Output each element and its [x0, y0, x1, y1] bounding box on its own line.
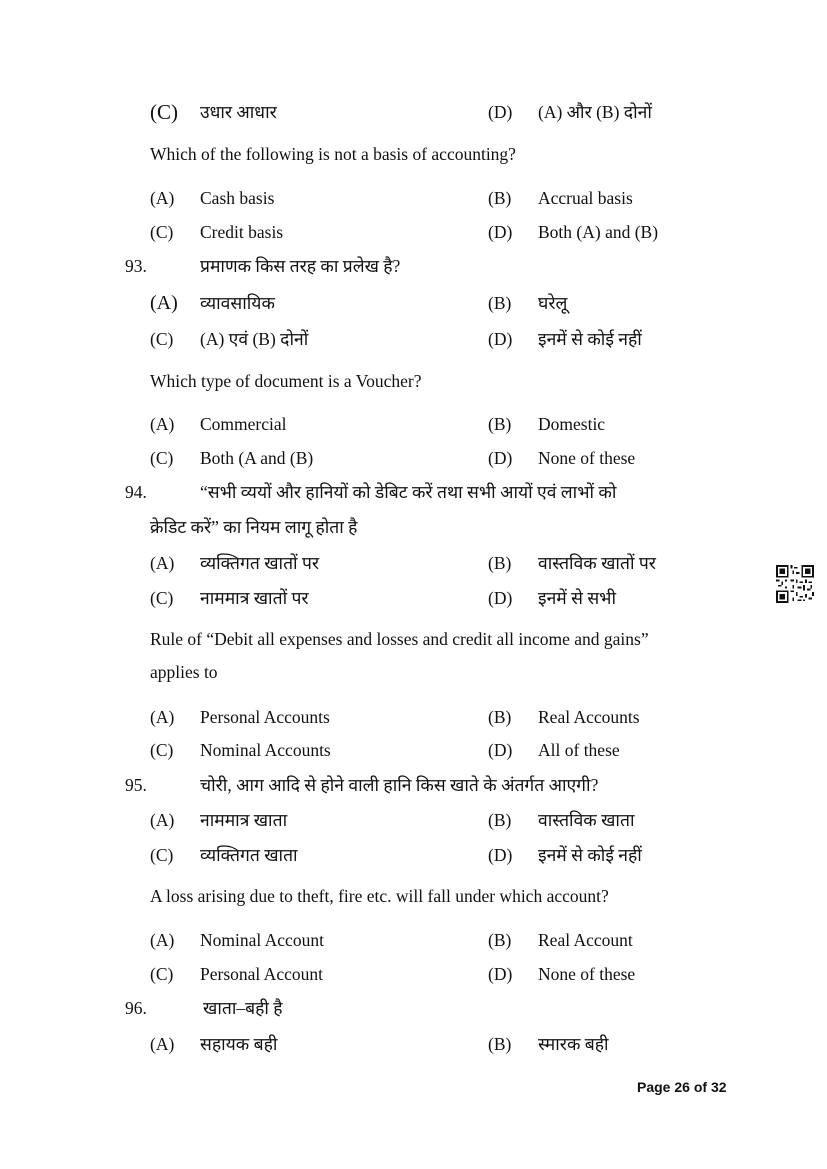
option-text: Nominal Account: [200, 930, 324, 950]
option-label: (A): [150, 188, 175, 208]
option-text: उधार आधार: [200, 102, 277, 122]
option-text: Personal Accounts: [200, 707, 330, 727]
option-text: Domestic: [538, 414, 606, 434]
option-label: (B): [488, 810, 512, 830]
option-label: (A): [150, 810, 175, 830]
option-label: (C): [150, 964, 174, 984]
option-text: Real Account: [538, 930, 633, 950]
option-label: (D): [488, 588, 513, 608]
option-text: All of these: [538, 740, 620, 760]
option-text: स्मारक बही: [538, 1034, 609, 1054]
option-text: सहायक बही: [200, 1034, 278, 1054]
option-label: (B): [488, 188, 512, 208]
page-total: 32: [710, 1079, 727, 1095]
option-label: (B): [488, 1034, 512, 1054]
option-label: (D): [488, 448, 513, 468]
page-current: 26: [674, 1079, 690, 1095]
option-text: Nominal Accounts: [200, 740, 331, 760]
option-text: नाममात्र खातों पर: [200, 588, 309, 608]
option-label: (D): [488, 102, 513, 122]
option-label: (C): [150, 448, 174, 468]
option-text: Both (A) and (B): [538, 222, 659, 242]
option-label: (C): [150, 845, 174, 865]
option-label: (C): [150, 740, 174, 760]
question-number: 93.: [125, 256, 147, 276]
option-label: (A): [150, 414, 175, 434]
page-label: Page: [637, 1079, 671, 1095]
option-text: व्यक्तिगत खाता: [200, 845, 298, 865]
option-label: (B): [488, 293, 512, 313]
option-text: Personal Account: [200, 964, 323, 984]
option-label: (A): [150, 1034, 175, 1054]
question-text-hi: चोरी, आग आदि से होने वाली हानि किस खाते के अंतर्गत आएगी?: [200, 775, 599, 795]
option-label: (D): [488, 222, 513, 242]
option-text: (A) और (B) दोनों: [538, 102, 652, 122]
question-number: 95.: [125, 775, 147, 795]
option-label: (C): [150, 222, 174, 242]
option-label: (B): [488, 553, 512, 573]
option-text: वास्तविक खाता: [538, 810, 635, 830]
option-label: (D): [488, 329, 513, 349]
option-label: (C): [150, 588, 174, 608]
option-label: (D): [488, 964, 513, 984]
option-label: (A): [150, 292, 178, 314]
option-text: Both (A and (B): [200, 448, 314, 468]
option-text: Accrual basis: [538, 188, 633, 208]
option-label: (C): [150, 100, 178, 124]
page-of-label: of: [693, 1079, 708, 1095]
qr-code-icon: [776, 565, 814, 603]
option-label: (B): [488, 707, 512, 727]
option-text: इनमें से कोई नहीं: [538, 845, 642, 865]
option-text: None of these: [538, 448, 636, 468]
option-text: व्यावसायिक: [200, 293, 275, 313]
option-text: Commercial: [200, 414, 287, 434]
option-label: (A): [150, 930, 175, 950]
option-label: (C): [150, 329, 174, 349]
option-text: (A) एवं (B) दोनों: [200, 329, 309, 349]
option-label: (D): [488, 740, 513, 760]
option-text: Credit basis: [200, 222, 284, 242]
option-text: इनमें से कोई नहीं: [538, 329, 642, 349]
question-text-hi: प्रमाणक किस तरह का प्रलेख है?: [200, 256, 401, 276]
option-text: वास्तविक खातों पर: [538, 553, 656, 573]
page-footer: [637, 1079, 727, 1095]
option-label: (A): [150, 707, 175, 727]
question-number: 94.: [125, 482, 147, 502]
option-text: व्यक्तिगत खातों पर: [200, 553, 320, 573]
option-text: None of these: [538, 964, 636, 984]
option-label: (A): [150, 553, 175, 573]
option-text: इनमें से सभी: [538, 588, 617, 608]
option-text: Cash basis: [200, 188, 275, 208]
option-label: (B): [488, 930, 512, 950]
question-text-hi: खाता–बही है: [203, 998, 283, 1018]
option-text: घरेलू: [538, 293, 568, 313]
option-text: Real Accounts: [538, 707, 640, 727]
option-label: (B): [488, 414, 512, 434]
option-label: (D): [488, 845, 513, 865]
option-text: नाममात्र खाता: [200, 810, 288, 830]
question-text-hi: “सभी व्ययों और हानियों को डेबिट करें तथा सभी आयों एवं लाभों को: [200, 482, 617, 502]
question-number: 96.: [125, 998, 147, 1018]
